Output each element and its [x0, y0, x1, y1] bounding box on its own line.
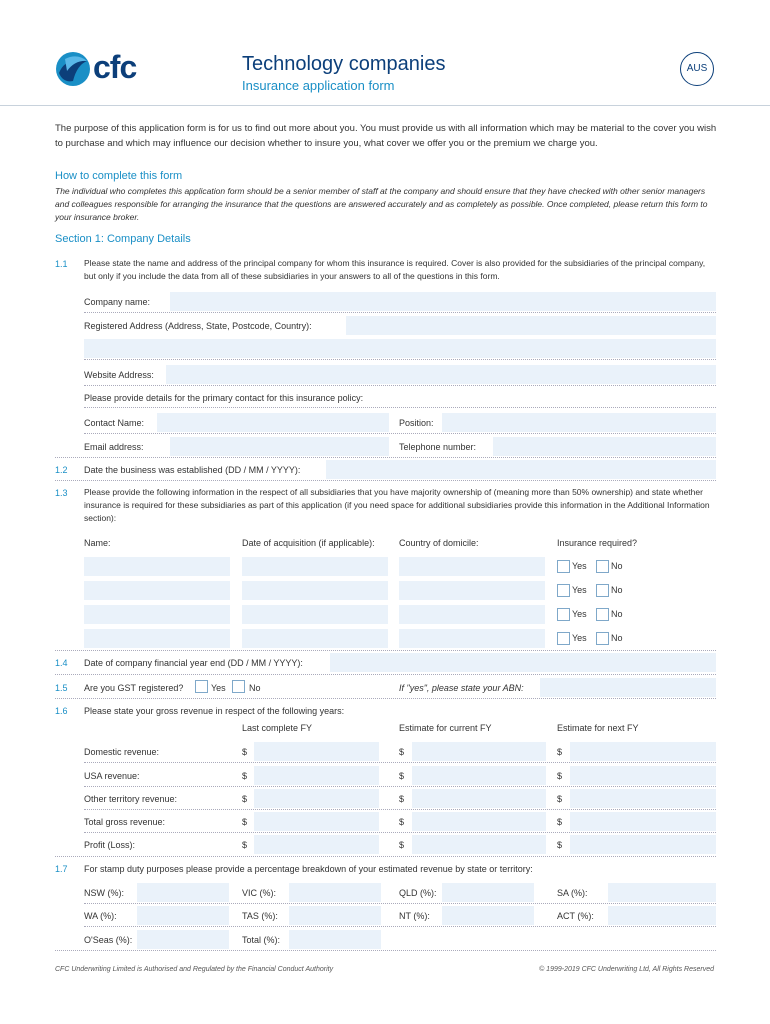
currency-symbol: $ — [557, 840, 563, 850]
brand-wordmark: cfc — [93, 49, 137, 85]
q1-6-label: Please state your gross revenue in respect of the following years: — [84, 706, 345, 716]
contact-name-label: Contact Name: — [84, 418, 145, 428]
intro-text: The purpose of this application form is for us to find out more about you. You must provide us with all information which may be material to the cover you wish to purchase and which may influence our decision whether to insure you, what cover we offer you or the premium we charge you. — [55, 123, 717, 149]
col-date-header: Date of acquisition (if applicable): — [242, 538, 375, 548]
how-to-heading: How to complete this form — [55, 170, 183, 182]
tas-label: TAS (%): — [242, 911, 278, 921]
divider — [55, 698, 716, 699]
divider — [84, 407, 716, 408]
section1-heading: Section 1: Company Details — [55, 233, 191, 245]
divider — [84, 832, 716, 833]
insurance-yes-checkbox[interactable] — [557, 560, 570, 573]
gst-no-checkbox[interactable] — [232, 680, 245, 693]
q1-5-label: Are you GST registered? — [84, 683, 184, 693]
currency-symbol: $ — [242, 840, 248, 850]
revenue-next-fy-input[interactable] — [570, 742, 716, 761]
revenue-current-fy-input[interactable] — [412, 835, 546, 854]
revenue-last-fy-input[interactable] — [254, 766, 379, 785]
subsidiary-country-input[interactable] — [399, 581, 545, 600]
website-label: Website Address: — [84, 370, 154, 380]
tas-input[interactable] — [289, 906, 381, 925]
col-current-fy-header: Estimate for current FY — [399, 723, 492, 733]
page-title: Technology companies — [242, 53, 446, 75]
logo — [55, 50, 150, 88]
position-input[interactable] — [442, 413, 716, 432]
divider — [84, 385, 716, 386]
subsidiary-date-input[interactable] — [242, 605, 388, 624]
currency-symbol: $ — [399, 747, 405, 757]
company-name-input[interactable] — [170, 292, 716, 311]
revenue-row-label: Total gross revenue: — [84, 817, 166, 827]
currency-symbol: $ — [557, 747, 563, 757]
company-name-label: Company name: — [84, 297, 151, 307]
sa-label: SA (%): — [557, 888, 588, 898]
wa-input[interactable] — [137, 906, 229, 925]
no-label: No — [611, 561, 623, 571]
currency-symbol: $ — [399, 794, 405, 804]
q1-1-number: 1.1 — [55, 259, 68, 269]
q1-4-label: Date of company financial year end (DD / MM / YYYY): — [84, 658, 303, 668]
divider — [84, 359, 716, 360]
insurance-no-checkbox[interactable] — [596, 608, 609, 621]
footer-copyright: © 1999-2019 CFC Underwriting Ltd, All Rights Reserved — [539, 966, 714, 973]
currency-symbol: $ — [557, 817, 563, 827]
insurance-yes-checkbox[interactable] — [557, 608, 570, 621]
subsidiary-name-input[interactable] — [84, 581, 230, 600]
q1-7-number: 1.7 — [55, 864, 68, 874]
wa-label: WA (%): — [84, 911, 117, 921]
col-last-fy-header: Last complete FY — [242, 723, 313, 733]
contact-name-input[interactable] — [157, 413, 389, 432]
col-insurance-header: Insurance required? — [557, 538, 638, 548]
registered-address-label: Registered Address (Address, State, Postcode, Country): — [84, 321, 312, 331]
currency-symbol: $ — [242, 817, 248, 827]
footer-regulation: CFC Underwriting Limited is Authorised and Regulated by the Financial Conduct Authority — [55, 966, 334, 973]
qld-label: QLD (%): — [399, 888, 437, 898]
revenue-row-label: Other territory revenue: — [84, 794, 178, 804]
q1-3-text: Please provide the following information in the respect of all subsidiaries that you have majority ownership of (meaning more than 50% ownership) and state whether insurance is required for these subsidiaries as part of this application (if you need space for additional subsidiaries provide this information in the Additional Information section): — [84, 487, 710, 523]
region-badge-label: AUS — [686, 63, 708, 74]
subsidiary-date-input[interactable] — [242, 629, 388, 648]
qld-input[interactable] — [442, 883, 534, 902]
total-label: Total (%): — [242, 935, 281, 945]
header-divider — [0, 105, 770, 106]
revenue-last-fy-input[interactable] — [254, 835, 379, 854]
q1-2-label: Date the business was established (DD / MM / YYYY): — [84, 465, 301, 475]
divider — [84, 786, 716, 787]
yes-label: Yes — [572, 633, 587, 643]
vic-input[interactable] — [289, 883, 381, 902]
gst-no-label: No — [249, 683, 261, 693]
revenue-current-fy-input[interactable] — [412, 766, 546, 785]
subsidiary-country-input[interactable] — [399, 605, 545, 624]
region-badge — [680, 52, 714, 86]
q1-6-number: 1.6 — [55, 706, 68, 716]
divider — [55, 674, 716, 675]
insurance-no-checkbox[interactable] — [596, 584, 609, 597]
subsidiary-date-input[interactable] — [242, 557, 388, 576]
divider — [55, 650, 716, 651]
cfc-logo-icon — [55, 51, 91, 87]
divider — [55, 480, 716, 481]
revenue-next-fy-input[interactable] — [570, 766, 716, 785]
revenue-current-fy-input[interactable] — [412, 742, 546, 761]
q1-3-number: 1.3 — [55, 488, 68, 498]
subsidiary-country-input[interactable] — [399, 557, 545, 576]
revenue-row-label: Profit (Loss): — [84, 840, 136, 850]
yes-label: Yes — [572, 585, 587, 595]
how-to-text: The individual who completes this application form should be a senior member of staff at the company and should ensure that they have checked with other senior managers and colleagues responsible for arranging the insurance that the questions are answered accurately and as completely as possible. Once completed, please return this form to your insurance broker. — [55, 186, 708, 222]
nt-label: NT (%): — [399, 911, 430, 921]
revenue-next-fy-input[interactable] — [570, 812, 716, 831]
revenue-row-label: Domestic revenue: — [84, 747, 160, 757]
subsidiary-name-input[interactable] — [84, 629, 230, 648]
revenue-row-label: USA revenue: — [84, 771, 140, 781]
currency-symbol: $ — [399, 771, 405, 781]
revenue-last-fy-input[interactable] — [254, 812, 379, 831]
page-subtitle: Insurance application form — [242, 78, 395, 93]
q1-5-number: 1.5 — [55, 683, 68, 693]
subsidiary-name-input[interactable] — [84, 557, 230, 576]
contact-intro-label: Please provide details for the primary contact for this insurance policy: — [84, 393, 364, 403]
insurance-yes-checkbox[interactable] — [557, 584, 570, 597]
telephone-input[interactable] — [493, 437, 716, 456]
currency-symbol: $ — [557, 771, 563, 781]
revenue-current-fy-input[interactable] — [412, 789, 546, 808]
act-label: ACT (%): — [557, 911, 594, 921]
divider — [84, 903, 716, 904]
subsidiary-country-input[interactable] — [399, 629, 545, 648]
revenue-current-fy-input[interactable] — [412, 812, 546, 831]
insurance-no-checkbox[interactable] — [596, 632, 609, 645]
q1-2-number: 1.2 — [55, 465, 68, 475]
no-label: No — [611, 609, 623, 619]
divider — [84, 809, 716, 810]
divider — [84, 312, 716, 313]
position-label: Position: — [399, 418, 434, 428]
divider — [84, 762, 716, 763]
email-label: Email address: — [84, 442, 144, 452]
nsw-input[interactable] — [137, 883, 229, 902]
insurance-no-checkbox[interactable] — [596, 560, 609, 573]
col-name-header: Name: — [84, 538, 111, 548]
gst-yes-checkbox[interactable] — [195, 680, 208, 693]
website-input[interactable] — [166, 365, 716, 384]
no-label: No — [611, 633, 623, 643]
revenue-next-fy-input[interactable] — [570, 789, 716, 808]
col-next-fy-header: Estimate for next FY — [557, 723, 639, 733]
q1-4-number: 1.4 — [55, 658, 68, 668]
subsidiary-date-input[interactable] — [242, 581, 388, 600]
divider — [55, 856, 716, 857]
oseas-input[interactable] — [137, 930, 229, 949]
divider — [84, 926, 716, 927]
revenue-last-fy-input[interactable] — [254, 789, 379, 808]
currency-symbol: $ — [557, 794, 563, 804]
total-input[interactable] — [289, 930, 381, 949]
currency-symbol: $ — [242, 747, 248, 757]
col-country-header: Country of domicile: — [399, 538, 479, 548]
financial-year-end-input[interactable] — [330, 653, 716, 672]
yes-label: Yes — [572, 561, 587, 571]
nt-input[interactable] — [442, 906, 534, 925]
telephone-label: Telephone number: — [399, 442, 477, 452]
currency-symbol: $ — [242, 771, 248, 781]
subsidiary-name-input[interactable] — [84, 605, 230, 624]
email-input[interactable] — [170, 437, 389, 456]
oseas-label: O'Seas (%): — [84, 935, 133, 945]
act-input[interactable] — [608, 906, 716, 925]
insurance-yes-checkbox[interactable] — [557, 632, 570, 645]
yes-label: Yes — [572, 609, 587, 619]
divider — [55, 457, 716, 458]
currency-symbol: $ — [399, 817, 405, 827]
gst-yes-label: Yes — [211, 683, 226, 693]
abn-label: If "yes", please state your ABN: — [399, 683, 524, 693]
vic-label: VIC (%): — [242, 888, 277, 898]
currency-symbol: $ — [399, 840, 405, 850]
q1-1-text: Please state the name and address of the principal company for whom this insurance is required. Cover is also provided for the subsidiaries of the principal company, but only if you include the data from all of these subsidiaries in your answers to all of the questions in this form. — [84, 258, 706, 281]
abn-input[interactable] — [540, 678, 716, 697]
divider — [55, 950, 716, 951]
nsw-label: NSW (%): — [84, 888, 124, 898]
no-label: No — [611, 585, 623, 595]
revenue-next-fy-input[interactable] — [570, 835, 716, 854]
revenue-last-fy-input[interactable] — [254, 742, 379, 761]
q1-7-label: For stamp duty purposes please provide a percentage breakdown of your estimated revenue by state or territory: — [84, 864, 533, 874]
registered-address-input-1[interactable] — [346, 316, 716, 335]
registered-address-input-2[interactable] — [84, 339, 716, 358]
established-date-input[interactable] — [326, 460, 716, 479]
divider — [84, 433, 716, 434]
currency-symbol: $ — [242, 794, 248, 804]
sa-input[interactable] — [608, 883, 716, 902]
